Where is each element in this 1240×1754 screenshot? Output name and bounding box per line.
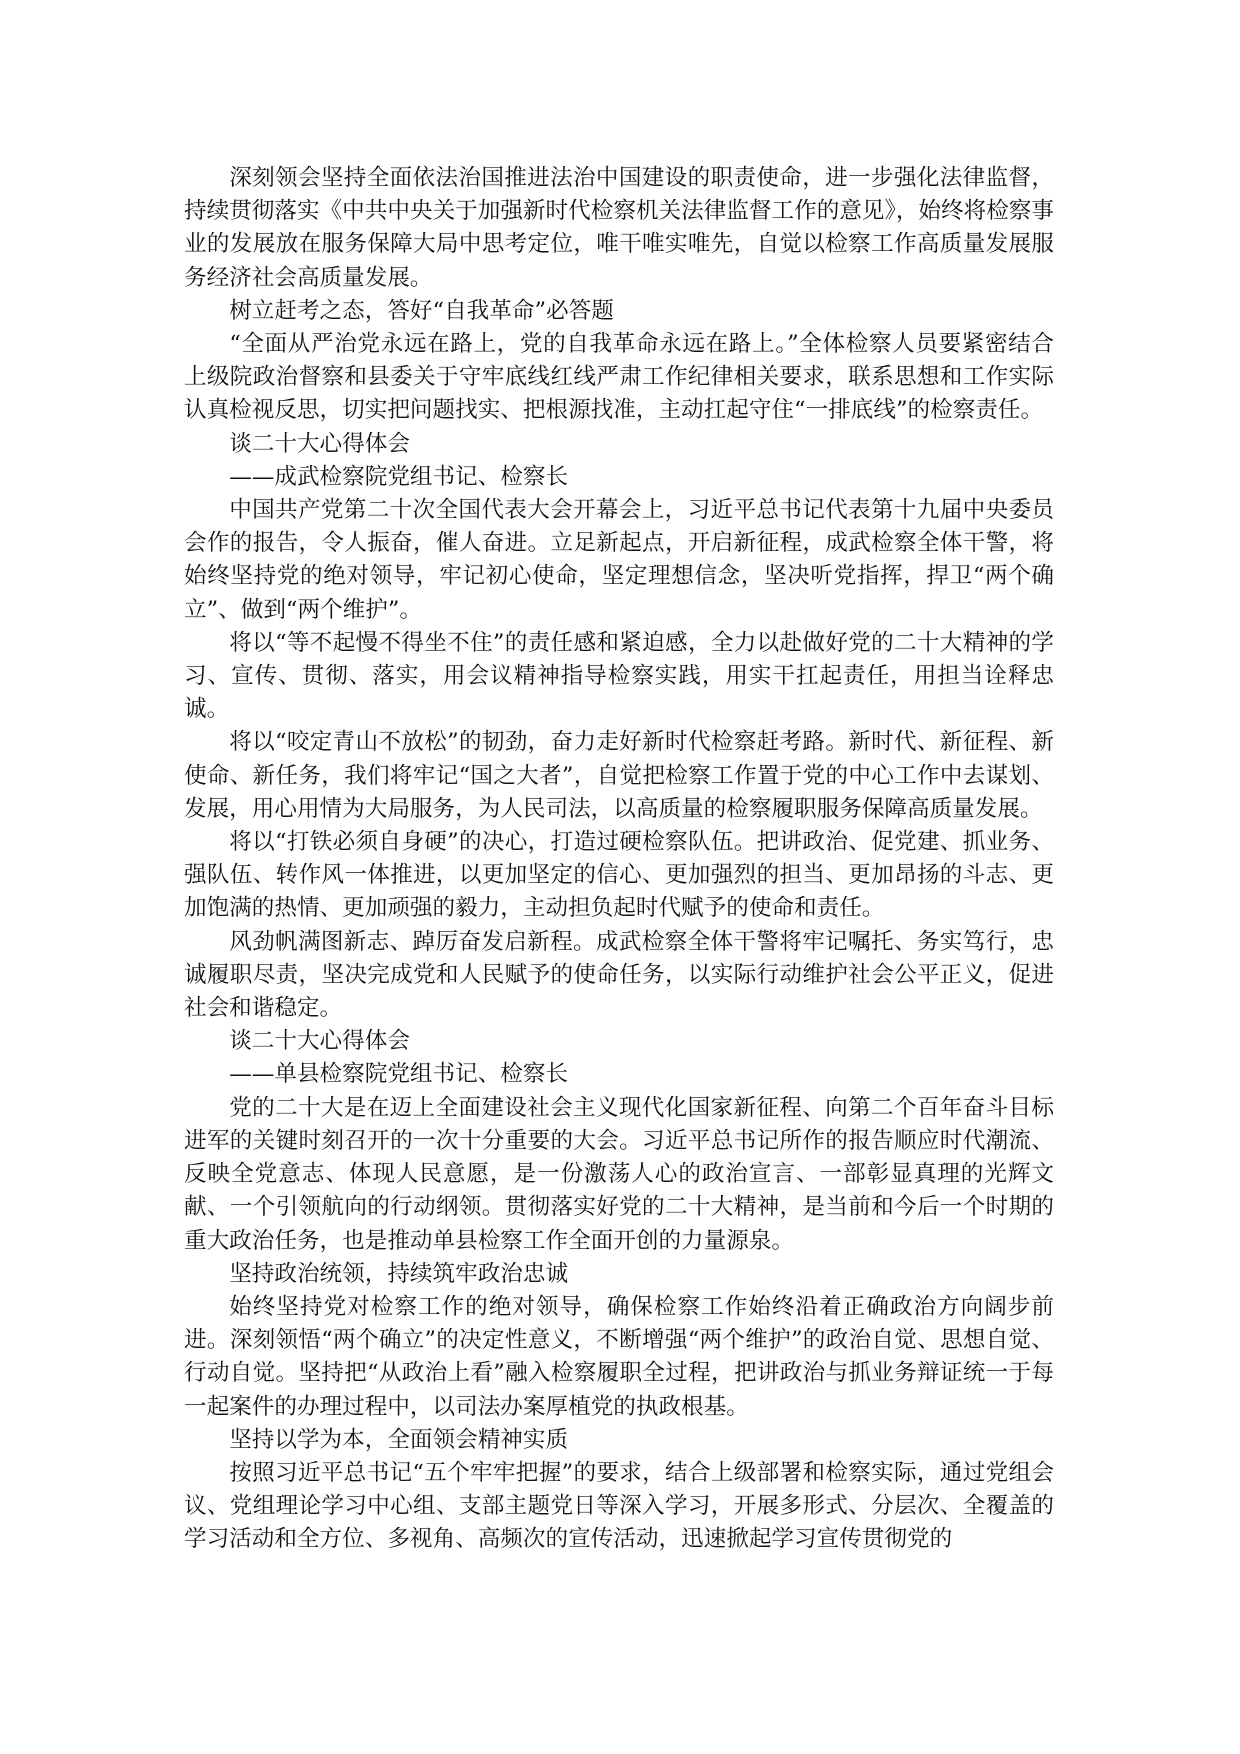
- paragraph: 按照习近平总书记“五个牢牢把握”的要求，结合上级部署和检察实际，通过党组会议、党组理论学习中心组、支部主题党日等深入学习，开展多形式、分层次、全覆盖的学习活动和全方位、多视角、高频次的宣传活动，迅速掀起学习宣传贯彻党的: [184, 1459, 1054, 1553]
- paragraph: 中国共产党第二十次全国代表大会开幕会上，习近平总书记代表第十九届中央委员会作的报告，令人振奋，催人奋进。立足新起点，开启新征程，成武检察全体干警，将始终坚持党的绝对领导，牢记初心使命，坚定理想信念，坚决听党指挥，捍卫“两个确立”、做到“两个维护”。: [184, 497, 1054, 623]
- paragraph: 始终坚持党对检察工作的绝对领导，确保检察工作始终沿着正确政治方向阔步前进。深刻领悟“两个确立”的决定性意义，不断增强“两个维护”的政治自觉、思想自觉、行动自觉。坚持把“从政治上看”融入检察履职全过程，把讲政治与抓业务辩证统一于每一起案件的办理过程中，以司法办案厚植党的执政根基。: [184, 1293, 1054, 1420]
- document-body: [184, 162, 1054, 1557]
- paragraph: 党的二十大是在迈上全面建设社会主义现代化国家新征程、向第二个百年奋斗目标进军的关键时刻召开的一次十分重要的大会。习近平总书记所作的报告顺应时代潮流、反映全党意志、体现人民意愿，是一份激荡人心的政治宣言、一部彰显真理的光辉文献、一个引领航向的行动纲领。贯彻落实好党的二十大精神，是当前和今后一个时期的重大政治任务，也是推动单县检察工作全面开创的力量源泉。: [184, 1094, 1054, 1254]
- paragraph: “全面从严治党永远在路上，党的自我革命永远在路上。”全体检察人员要紧密结合上级院政治督察和县委关于守牢底线红线严肃工作纪律相关要求，联系思想和工作实际认真检视反思，切实把问题找实、把根源找准，主动扛起守住“一排底线”的检察责任。: [184, 331, 1054, 424]
- section-heading: 坚持政治统领，持续筑牢政治忠诚: [229, 1260, 569, 1287]
- paragraph: 将以“打铁必须自身硬”的决心，打造过硬检察队伍。把讲政治、促党建、抓业务、强队伍、转作风一体推进，以更加坚定的信心、更加强烈的担当、更加昂扬的斗志、更加饱满的热情、更加顽强的毅力，主动担负起时代赋予的使命和责任。: [184, 829, 1054, 922]
- paragraph: 风劲帆满图新志、踔厉奋发启新程。成武检察全体干警将牢记嘱托、务实笃行，忠诚履职尽责，坚决完成党和人民赋予的使命任务，以实际行动维护社会公平正义，促进社会和谐稳定。: [184, 928, 1054, 1022]
- article-author: ——成武检察院党组书记、检察长: [229, 463, 569, 490]
- paragraph: 将以“等不起慢不得坐不住”的责任感和紧迫感，全力以赴做好党的二十大精神的学习、宣传、贯彻、落实，用会议精神指导检察实践，用实干扛起责任，用担当诠释忠诚。: [184, 629, 1054, 723]
- paragraph: 将以“咬定青山不放松”的韧劲，奋力走好新时代检察赶考路。新时代、新征程、新使命、新任务，我们将牢记“国之大者”，自觉把检察工作置于党的中心工作中去谋划、发展，用心用情为大局服务，为人民司法，以高质量的检察履职服务保障高质量发展。: [184, 729, 1054, 822]
- article-title: 谈二十大心得体会: [229, 430, 410, 457]
- article-author: ——单县检察院党组书记、检察长: [229, 1061, 569, 1088]
- section-heading: 坚持以学为本，全面领会精神实质: [229, 1426, 569, 1453]
- section-heading: 树立赶考之态，答好“自我革命”必答题: [229, 297, 614, 324]
- article-title: 谈二十大心得体会: [229, 1028, 410, 1055]
- paragraph: 深刻领会坚持全面依法治国推进法治中国建设的职责使命，进一步强化法律监督，持续贯彻落实《中共中央关于加强新时代检察机关法律监督工作的意见》，始终将检察事业的发展放在服务保障大局中思考定位，唯干唯实唯先，自觉以检察工作高质量发展服务经济社会高质量发展。: [184, 165, 1054, 291]
